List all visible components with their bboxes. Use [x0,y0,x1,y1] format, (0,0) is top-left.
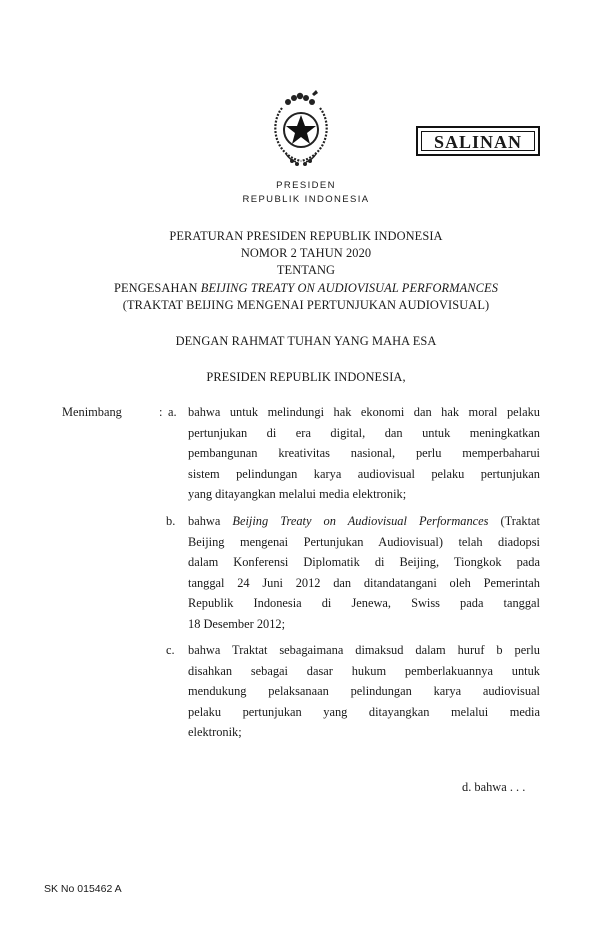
presidential-emblem-icon [268,88,334,170]
item-b-line: 18 Desember 2012; [188,616,286,631]
item-c-text [188,640,540,743]
salinan-stamp [416,126,540,156]
header-republik: REPUBLIK INDONESIA [242,194,370,205]
menimbang-label: Menimbang [62,405,122,419]
title-tentang: TENTANG [276,263,336,277]
title-subject-translation: (TRAKTAT BEIJING MENGENAI PERTUNJUKAN AUDIOVISUAL) [122,298,490,312]
item-c-line: bahwa Traktat sebagaimana dimaksud dalam huruf b perlu [188,643,540,657]
item-c-letter: c. [166,643,175,657]
continuation-marker: d. bahwa . . . [462,780,526,794]
item-c-line: elektronik; [188,725,242,740]
item-b-line-first [188,511,540,532]
item-a-line: bahwa untuk melindungi hak ekonomi dan hak moral pelaku [188,405,540,419]
item-b-line: Republik Indonesia di Jenewa, Swiss pada tanggal [188,596,540,611]
preamble-presiden: PRESIDEN REPUBLIK INDONESIA, [206,370,406,384]
title-subject-prefix: PENGESAHAN [113,281,201,295]
item-b-line: tanggal 24 Juni 2012 dan ditandatangani oleh Pemerintah [188,575,540,590]
item-b-line: dalam Konferensi Diplomatik di Beijing, Tiongkok pada [188,555,540,570]
title-subject-italic: BEIJING TREATY ON AUDIOVISUAL PERFORMANCES [200,281,498,295]
salinan-stamp-text: SALINAN [421,131,535,151]
item-c-line: pelaku pertunjukan yang ditayangkan melalui media [188,704,540,719]
item-a-line: sistem pelindungan karya audiovisual pelaku pertunjukan [188,466,540,481]
item-c-line: mendukung pelaksanaan pelindungan karya audiovisual [188,684,540,699]
title-number: NOMOR 2 TAHUN 2020 [240,246,372,260]
item-b-italic: Beijing Treaty on Audiovisual Performances [232,514,489,528]
item-b-suffix: (Traktat [488,514,541,528]
title-line1: PERATURAN PRESIDEN REPUBLIK INDONESIA [169,229,443,243]
item-b-text [188,511,540,635]
item-a-line: yang ditayangkan melalui media elektronik; [188,487,407,502]
item-b-prefix: bahwa [188,514,233,528]
preamble-rahmat: DENGAN RAHMAT TUHAN YANG MAHA ESA [175,334,437,348]
item-a-line: pembangunan kreativitas nasional, perlu memperbaharui [188,446,540,461]
menimbang-colon: : [159,405,163,419]
item-a-text [188,402,540,505]
item-a-letter: a. [168,405,177,419]
title-subject [0,281,612,296]
item-c-line: disahkan sebagai dasar hukum pemberlakuannya untuk [188,663,540,678]
item-b-line: Beijing mengenai Pertunjukan Audiovisual) telah diadopsi [188,534,540,549]
item-a-line: pertunjukan di era digital, dan untuk meningkatkan [188,425,540,440]
footer-serial-number: SK No 015462 A [44,883,122,895]
item-b-letter: b. [166,514,176,528]
header-presiden: PRESIDEN [276,180,336,191]
